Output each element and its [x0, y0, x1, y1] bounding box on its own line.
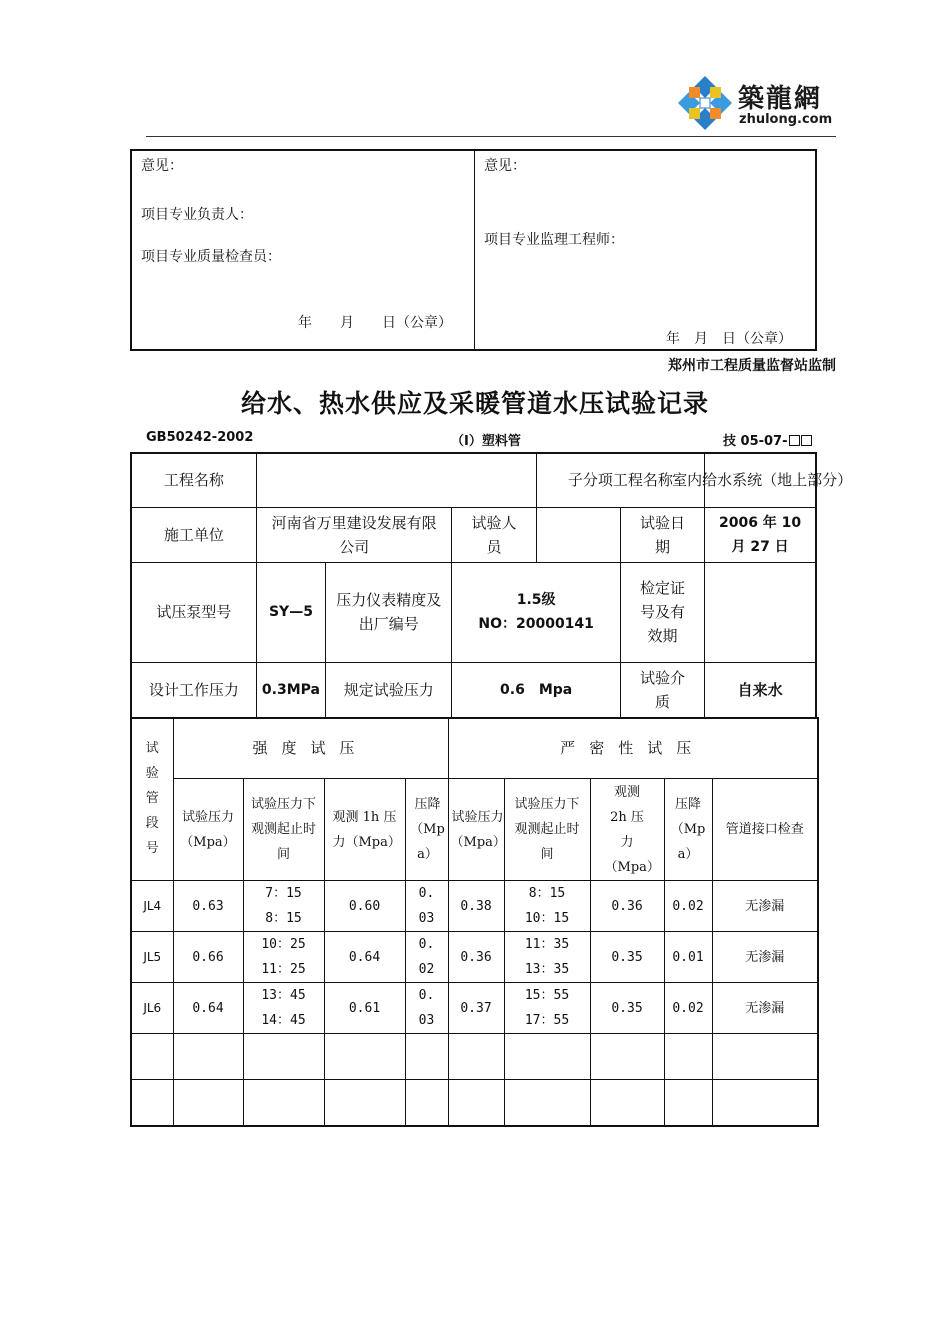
table-row [131, 1034, 818, 1080]
tightness-pressure-header-text: 试验压力（Mpa） [450, 809, 506, 850]
empty-cell [173, 1034, 243, 1080]
empty-cell [448, 1034, 504, 1080]
quality-inspector-label: 项目专业质量检查员： [141, 249, 281, 265]
standard-code: GB50242-2002 [146, 430, 254, 445]
empty-cell [405, 1034, 448, 1080]
strength-test-header: 强度试压 [173, 718, 448, 779]
tightness-observed-header: 观测 2h 压力（Mpa） [590, 779, 664, 881]
empty-cell [712, 1034, 818, 1080]
test-date-label: 试验日期 [620, 507, 704, 562]
strength-pressure-header: 试验压力（Mpa） [173, 779, 243, 881]
zhulong-logo [676, 72, 846, 134]
strength-drop-cell-text: 0.03 [418, 886, 435, 926]
tightness-time-cell [504, 881, 590, 932]
sub-project-label: 子分项工程名称 [536, 453, 704, 507]
gauge-accuracy: 1.5级 [516, 592, 556, 608]
empty-cell [405, 1080, 448, 1126]
strength-drop-cell [405, 983, 448, 1034]
required-pressure-label: 规定试验压力 [326, 662, 452, 718]
strength-observed-cell: 0.64 [324, 932, 405, 983]
tightness-time-cell [504, 983, 590, 1034]
design-pressure-label: 设计工作压力 [131, 662, 256, 718]
tightness-test-header: 严密性试压 [448, 718, 818, 779]
tightness-observed-cell: 0.35 [590, 983, 664, 1034]
strength-time-cell-line: 11：25 [261, 962, 306, 977]
empty-cell [324, 1034, 405, 1080]
zhulong-emblem-icon [676, 74, 734, 132]
project-name-label: 工程名称 [131, 453, 256, 507]
empty-cell [504, 1080, 590, 1126]
strength-time-cell [243, 932, 324, 983]
empty-cell [243, 1034, 324, 1080]
tester-label: 试验人员 [452, 507, 536, 562]
tightness-time-cell-line: 11：35 [524, 937, 570, 952]
header-divider [146, 136, 836, 137]
empty-cell [131, 1080, 173, 1126]
contractor-label: 施工单位 [131, 507, 256, 562]
info-table [130, 452, 853, 719]
tightness-pressure-cell: 0.38 [448, 881, 504, 932]
segment-cell: JL6 [131, 983, 173, 1034]
strength-observed-cell: 0.61 [324, 983, 405, 1034]
sub-project-value [672, 453, 853, 507]
tightness-pressure-header [448, 779, 504, 881]
joint-check-cell: 无渗漏 [712, 983, 818, 1034]
strength-drop-cell-text: 0.03 [418, 988, 435, 1028]
empty-cell [664, 1034, 712, 1080]
pipe-subtitle: （Ⅰ）塑料管 [451, 434, 521, 449]
tightness-time-cell-line: 10：15 [524, 911, 570, 926]
opinion-divider [474, 151, 475, 349]
strength-time-cell-line: 7：15 [265, 886, 302, 901]
gauge-serial: NO：20000141 [478, 616, 594, 632]
empty-cell [173, 1080, 243, 1126]
empty-cell [243, 1080, 324, 1126]
left-opinion-label: 意见： [141, 158, 183, 174]
contractor-value: 河南省万里建设发展有限公司 [256, 507, 452, 562]
strength-observed-header: 观测 1h 压力（Mpa） [324, 779, 405, 881]
tightness-time-cell-line: 15：55 [524, 988, 570, 1003]
tightness-time-cell-line: 8：15 [528, 886, 566, 901]
logo-chinese-text: 築龍網 [738, 84, 823, 114]
pump-model-label: 试压泵型号 [131, 562, 256, 662]
strength-time-cell-line: 14：45 [261, 1013, 306, 1028]
gauge-label: 压力仪表精度及出厂编号 [326, 562, 452, 662]
segment-header-text: 试验管段号 [145, 741, 159, 856]
table-row [131, 1080, 818, 1126]
tightness-pressure-cell: 0.36 [448, 932, 504, 983]
strength-time-cell-line: 8：15 [265, 911, 302, 926]
pump-model-value: SY—5 [256, 562, 325, 662]
strength-time-cell [243, 881, 324, 932]
empty-cell [448, 1080, 504, 1126]
page-title: 给水、热水供应及采暖管道水压试验记录 [240, 389, 709, 418]
empty-cell [664, 1080, 712, 1126]
strength-drop-cell [405, 881, 448, 932]
table-row [131, 881, 818, 932]
form-code [723, 430, 812, 449]
gauge-value [452, 562, 620, 662]
design-pressure-value: 0.3MPa [256, 662, 325, 718]
blank-box-icon [789, 435, 800, 446]
strength-drop-header [405, 779, 448, 881]
strength-pressure-cell: 0.63 [173, 881, 243, 932]
opinion-box [130, 149, 817, 351]
tightness-time-cell-line: 17：55 [524, 1013, 570, 1028]
tightness-drop-cell: 0.02 [664, 983, 712, 1034]
certificate-value [705, 562, 816, 662]
right-date-seal: 年 月 日（公章） [666, 331, 792, 347]
pressure-test-table [130, 717, 819, 1127]
tightness-observed-cell: 0.35 [590, 932, 664, 983]
project-name-value [256, 453, 536, 507]
tightness-time-cell [504, 932, 590, 983]
tightness-time-header: 试验压力下观测起止时间 [504, 779, 590, 881]
segment-header [131, 718, 173, 881]
segment-cell: JL4 [131, 881, 173, 932]
test-medium-value: 自来水 [705, 662, 816, 718]
strength-drop-cell [405, 932, 448, 983]
logo-english-text: zhulong.com [739, 112, 833, 127]
strength-time-cell-line: 13：45 [261, 988, 306, 1003]
tightness-pressure-cell: 0.37 [448, 983, 504, 1034]
strength-drop-header-text: 压降（Mpa） [410, 797, 445, 862]
strength-drop-cell-text: 0.02 [418, 937, 435, 977]
empty-cell [712, 1080, 818, 1126]
strength-time-cell-line: 10：25 [261, 937, 306, 952]
tightness-time-cell-line: 13：35 [524, 962, 570, 977]
tightness-drop-cell: 0.02 [664, 881, 712, 932]
table-row [131, 932, 818, 983]
blank-box-icon [801, 435, 812, 446]
empty-cell [504, 1034, 590, 1080]
joint-check-cell: 无渗漏 [712, 881, 818, 932]
joint-check-header: 管道接口检查 [712, 779, 818, 881]
strength-time-header: 试验压力下观测起止时间 [243, 779, 324, 881]
required-pressure-value: 0.6 Mpa [452, 662, 620, 718]
strength-time-cell [243, 983, 324, 1034]
test-medium-label: 试验介质 [620, 662, 704, 718]
tightness-drop-cell: 0.01 [664, 932, 712, 983]
tester-value [536, 507, 620, 562]
empty-cell [590, 1080, 664, 1126]
test-date-value: 2006 年 10 月 27 日 [705, 507, 816, 562]
empty-cell [324, 1080, 405, 1126]
tightness-observed-cell: 0.36 [590, 881, 664, 932]
left-date-seal: 年 月 日（公章） [298, 315, 452, 331]
empty-cell [590, 1034, 664, 1080]
tightness-drop-header [664, 779, 712, 881]
joint-check-cell: 无渗漏 [712, 932, 818, 983]
certificate-label: 检定证号及有效期 [620, 562, 704, 662]
form-code-text: 技 05-07- [723, 434, 788, 449]
segment-cell: JL5 [131, 932, 173, 983]
sub-project-value-text: 室内给水系统（地上部分） [672, 471, 853, 490]
supervision-note: 郑州市工程质量监督站监制 [668, 358, 836, 374]
table-row [131, 983, 818, 1034]
strength-observed-cell: 0.60 [324, 881, 405, 932]
project-head-label: 项目专业负责人： [141, 207, 253, 223]
right-opinion-label: 意见： [484, 158, 526, 174]
strength-pressure-cell: 0.64 [173, 983, 243, 1034]
empty-cell [131, 1034, 173, 1080]
tightness-drop-header-text: 压降（Mpa） [670, 797, 706, 862]
supervising-engineer-label: 项目专业监理工程师： [484, 232, 624, 248]
strength-pressure-cell: 0.66 [173, 932, 243, 983]
